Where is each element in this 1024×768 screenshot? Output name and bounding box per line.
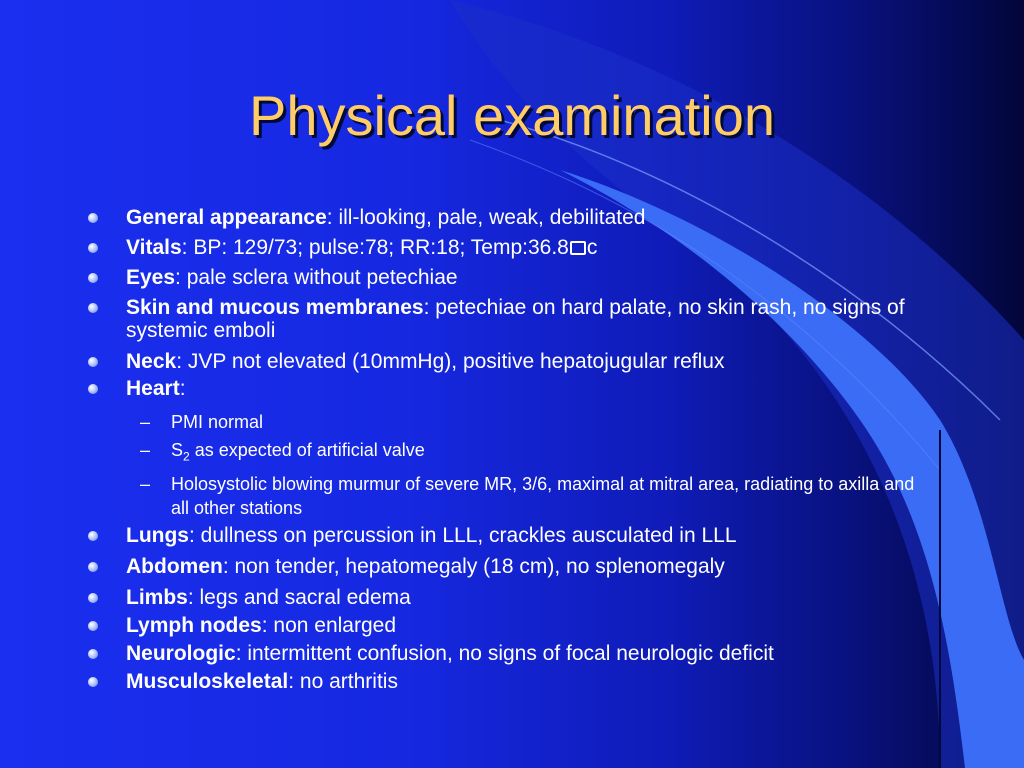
missing-glyph-icon <box>570 241 586 255</box>
item-label: Heart <box>126 377 180 400</box>
bullet-icon <box>88 562 98 572</box>
list-item <box>88 614 928 637</box>
sub-item-text: PMI normal <box>171 412 264 432</box>
item-label: Vitals <box>126 236 182 259</box>
list-item <box>88 670 928 693</box>
sub-item-text: S <box>171 440 184 460</box>
dash-marker: – <box>140 412 151 432</box>
sub-item-text: as expected of artificial valve <box>189 440 425 460</box>
bullet-icon <box>88 213 98 223</box>
item-text: : BP: 129/73; pulse:78; RR:18; Temp:36.8 <box>181 236 569 259</box>
item-text: : <box>179 377 186 400</box>
item-label: Limbs <box>126 586 188 609</box>
bullet-icon <box>88 273 98 283</box>
bullet-icon <box>88 357 98 367</box>
list-item <box>88 296 928 342</box>
item-text-unit: c <box>586 236 598 259</box>
sub-list-item <box>88 438 928 462</box>
item-label: Skin and mucous membranes <box>126 296 424 319</box>
bullet-icon <box>88 384 98 394</box>
item-text: : petechiae on hard palate, no skin rash, no signs of systemic emboli <box>126 296 905 342</box>
item-label: General appearance <box>126 206 327 229</box>
slide-title: Physical examination <box>248 84 776 147</box>
list-item <box>88 206 928 229</box>
list-item <box>88 586 928 609</box>
item-label: Lymph nodes <box>126 614 262 637</box>
bullet-icon <box>88 531 98 541</box>
subscript: 2 <box>183 449 190 464</box>
item-label: Lungs <box>126 524 189 547</box>
bullet-icon <box>88 621 98 631</box>
bullet-icon <box>88 243 98 253</box>
item-label: Abdomen <box>126 555 223 578</box>
item-text: : non tender, hepatomegaly (18 cm), no splenomegaly <box>222 555 725 578</box>
item-text: : JVP not elevated (10mmHg), positive hepatojugular reflux <box>176 350 725 373</box>
item-text: : non enlarged <box>261 614 397 637</box>
dash-marker: – <box>140 474 151 494</box>
bullet-icon <box>88 303 98 313</box>
sub-item-text: Holosystolic blowing murmur of severe MR, 3/6, maximal at mitral area, radiating to axilla and all other stations <box>171 474 915 518</box>
item-label: Neurologic <box>126 642 236 665</box>
item-label: Eyes <box>126 266 176 289</box>
list-item <box>88 642 928 665</box>
item-text: : ill-looking, pale, weak, debilitated <box>326 206 646 229</box>
item-text: : intermittent confusion, no signs of focal neurologic deficit <box>235 642 774 665</box>
item-label: Musculoskeletal <box>126 670 289 693</box>
list-item <box>88 350 928 373</box>
list-item <box>88 377 928 400</box>
bullet-icon <box>88 677 98 687</box>
sub-list-item <box>88 472 928 520</box>
bullet-list <box>88 206 928 693</box>
item-text: : dullness on percussion in LLL, crackles ausculated in LLL <box>189 524 737 547</box>
item-text: : legs and sacral edema <box>187 586 411 609</box>
list-item <box>88 266 928 289</box>
dash-marker: – <box>140 440 151 460</box>
list-item <box>88 524 928 547</box>
list-item <box>88 236 928 259</box>
bullet-icon <box>88 649 98 659</box>
item-label: Neck <box>126 350 177 373</box>
sub-list-item <box>88 410 928 434</box>
item-text: : no arthritis <box>288 670 398 693</box>
item-text: : pale sclera without petechiae <box>175 266 458 289</box>
list-item <box>88 555 928 578</box>
bullet-icon <box>88 593 98 603</box>
